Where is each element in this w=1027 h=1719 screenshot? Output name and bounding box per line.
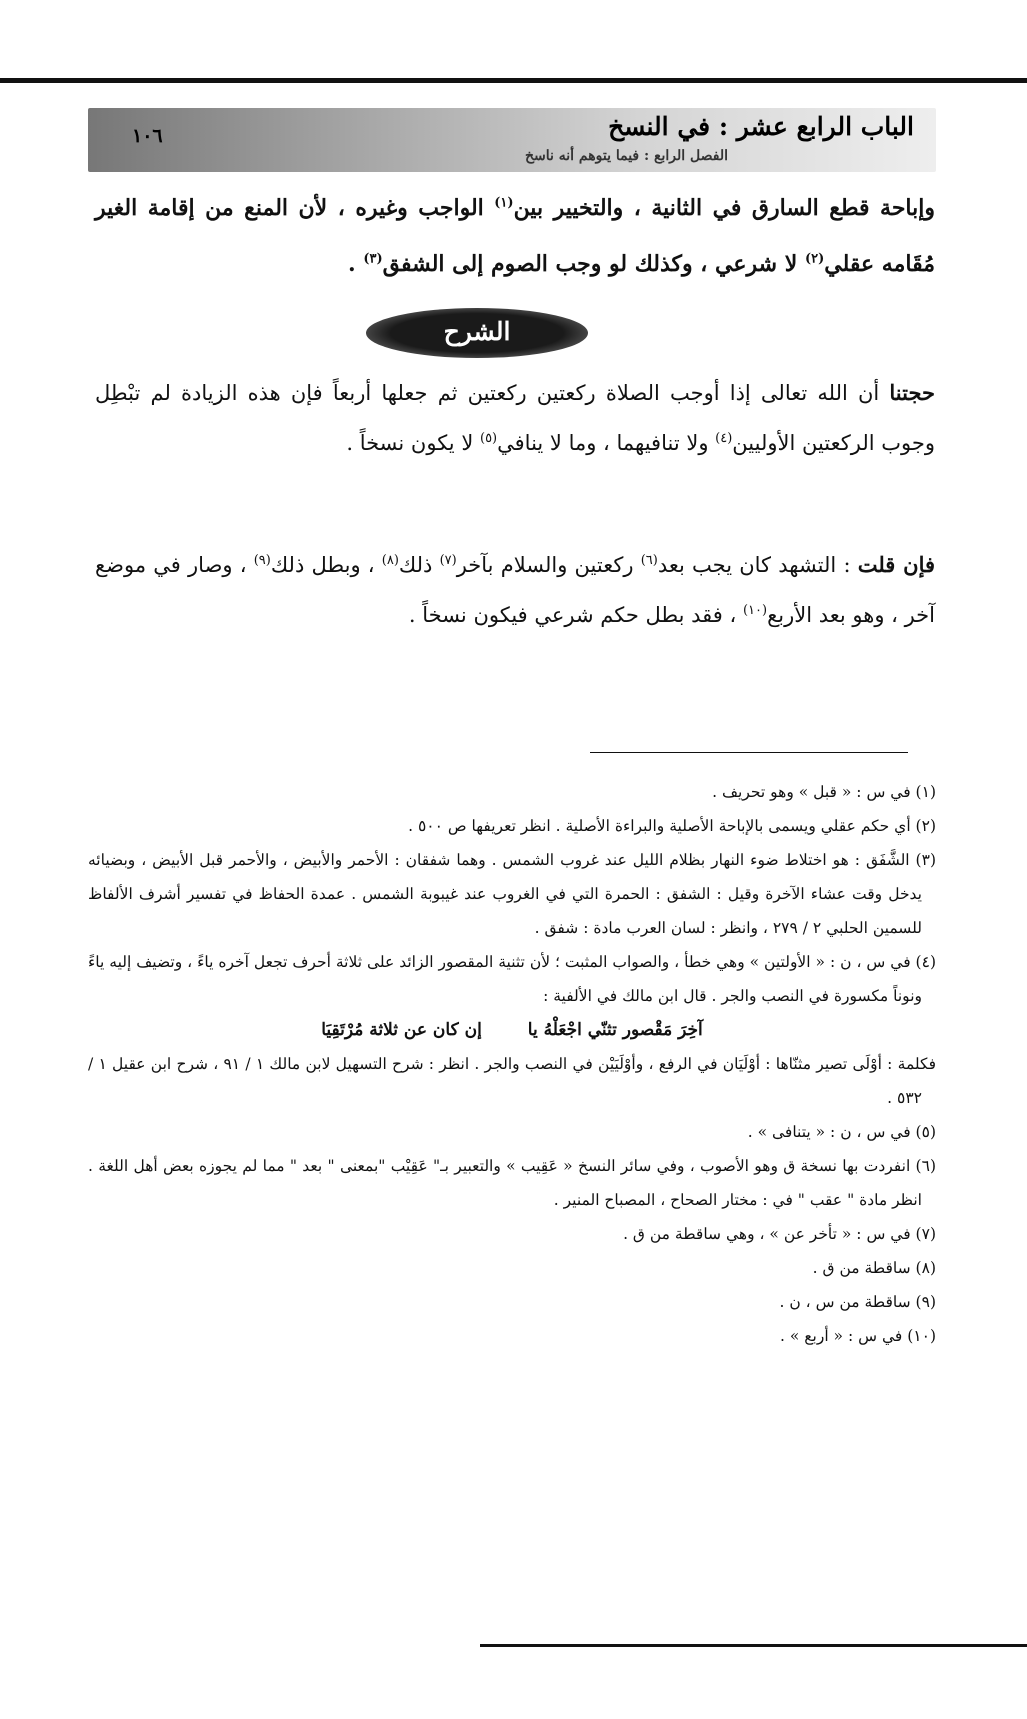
matn-text: وإباحة قطع السارق في الثانية ، والتخيير بين$^{(١)}$ الواجب وغيره ، لأن المنع من إقامة الغير مُقَامه عقلي$^{(٢)}$ لا شرعي ، وكذلك لو وجب الصوم إلى الشفق$^{(٣)}$ .: [95, 195, 935, 277]
footnote-ref: (٦): [640, 553, 658, 568]
footnote-5: (٥) في س ، ن : « يتنافى » .: [747, 1123, 936, 1141]
footnote-8: (٨) ساقطة من ق .: [812, 1259, 936, 1277]
footnote-ref: (٨): [381, 553, 399, 568]
lead-word: حجتنا: [889, 380, 935, 405]
footnote-1: (١) في س : « قبل » وهو تحريف .: [712, 783, 936, 801]
chapter-title: الباب الرابع عشر : في النسخ: [608, 112, 914, 141]
top-rule: [0, 78, 1027, 83]
footnote-2: (٢) أي حكم عقلي ويسمى بالإباحة الأصلية والبراءة الأصلية . انظر تعريفها ص ٥٠٠ .: [408, 817, 936, 835]
footnote-ref: (٢): [804, 251, 825, 267]
footnote-ref: (١): [494, 195, 514, 211]
footnote-separator: [590, 752, 908, 753]
verse-hemistich-1: آخِرَ مَقْصور تثنّي اجْعَلْهُ يا: [527, 1020, 703, 1040]
lead-word: فإن قلت: [857, 552, 936, 577]
footnote-3: (٣) الشَّفَق : هو اختلاط ضوء النهار بظلام الليل عند غروب الشمس . وهما شفقان : الأحمر والأبيض ، والأحمر قبل الأبيض ، وبضيائه يدخل وقت عشاء الآخرة وقيل : الشفق : الحمرة التي في الغروب عند غيبوبة الشمس . عمدة الحفاظ في تفسير أشرف الألفاظ للسمين الحلبي ٢ / ٢٧٩ ، وانظر : لسان العرب مادة : شفق .: [88, 851, 936, 937]
commentary-paragraph-2: فإن قلت : التشهد كان يجب بعد$^{(٦)}$ ركعتين والسلام بآخر$^{(٧)}$ ذلك$^{(٨)}$ ، وبطل ذلك$^{(٩)}$ ، وصار في موضع آخر ، وهو بعد الأربع$^{(١٠)}$ ، فقد بطل حكم شرعي فيكون نسخاً .: [95, 552, 936, 627]
sharh-heading-badge: الشرح: [366, 308, 588, 358]
page-number: ١٠٦: [132, 125, 163, 147]
footnote-ref: (٣): [363, 251, 383, 267]
footnote-ref: (٥): [479, 431, 498, 446]
footnote-7: (٧) في س : « تأخر عن » ، وهي ساقطة من ق .: [623, 1225, 936, 1243]
footnote-ref: (٩): [253, 553, 271, 568]
footnote-9: (٩) ساقطة من س ، ن .: [779, 1293, 936, 1311]
verse-hemistich-2: إن كان عن ثلاثة مُرْتَقِيَا: [321, 1020, 482, 1040]
footnote-4: (٤) في س ، ن : « الأولتين » وهي خطأ ، والصواب المثبت ؛ لأن تثنية المقصور الزائد على ثلاثة أحرف تجعل آخره ياءً ، وتضيف إليه ياءً ونوناً مكسورة في النصب والجر . قال ابن مالك في الألفية :: [88, 953, 936, 1005]
footnote-10: (١٠) في س : « أربع » .: [780, 1327, 936, 1345]
footnote-6: (٦) انفردت بها نسخة ق وهو الأصوب ، وفي سائر النسخ « عَقِيب » والتعبير بـ" عَقِيْب "بمعنى " بعد " مما لم يجوزه بعض أهل اللغة . انظر مادة " عقب " في : مختار الصحاح ، المصباح المنير .: [88, 1157, 936, 1209]
section-subtitle: الفصل الرابع : فيما يتوهم أنه ناسخ: [524, 148, 728, 164]
footnote-ref: (٤): [715, 431, 733, 446]
poetry-verse: [88, 1013, 936, 1047]
commentary-paragraph-1: حجتنا أن الله تعالى إذا أوجب الصلاة ركعتين ركعتين ثم جعلها أربعاً فإن هذه الزيادة لم تبْطِل وجوب الركعتين الأوليين$^{(٤)}$ ولا تنافيهما ، وما لا ينافي$^{(٥)}$ لا يكون نسخاً .: [95, 380, 935, 455]
footnote-4-continued: فكلمة : أوْلَى تصير مثنّاها : أوْلَيَان في الرفع ، وأوْلَيَيْن في النصب والجر . انظر : شرح التسهيل لابن مالك ١ / ٩١ ، شرح ابن عقيل ١ / ٥٣٢ .: [88, 1055, 937, 1107]
footnote-ref: (٧): [439, 553, 457, 568]
footnotes: [88, 775, 936, 1353]
bottom-rule: [480, 1644, 1027, 1647]
running-header: [88, 108, 936, 172]
footnote-ref: (١٠): [742, 603, 768, 618]
